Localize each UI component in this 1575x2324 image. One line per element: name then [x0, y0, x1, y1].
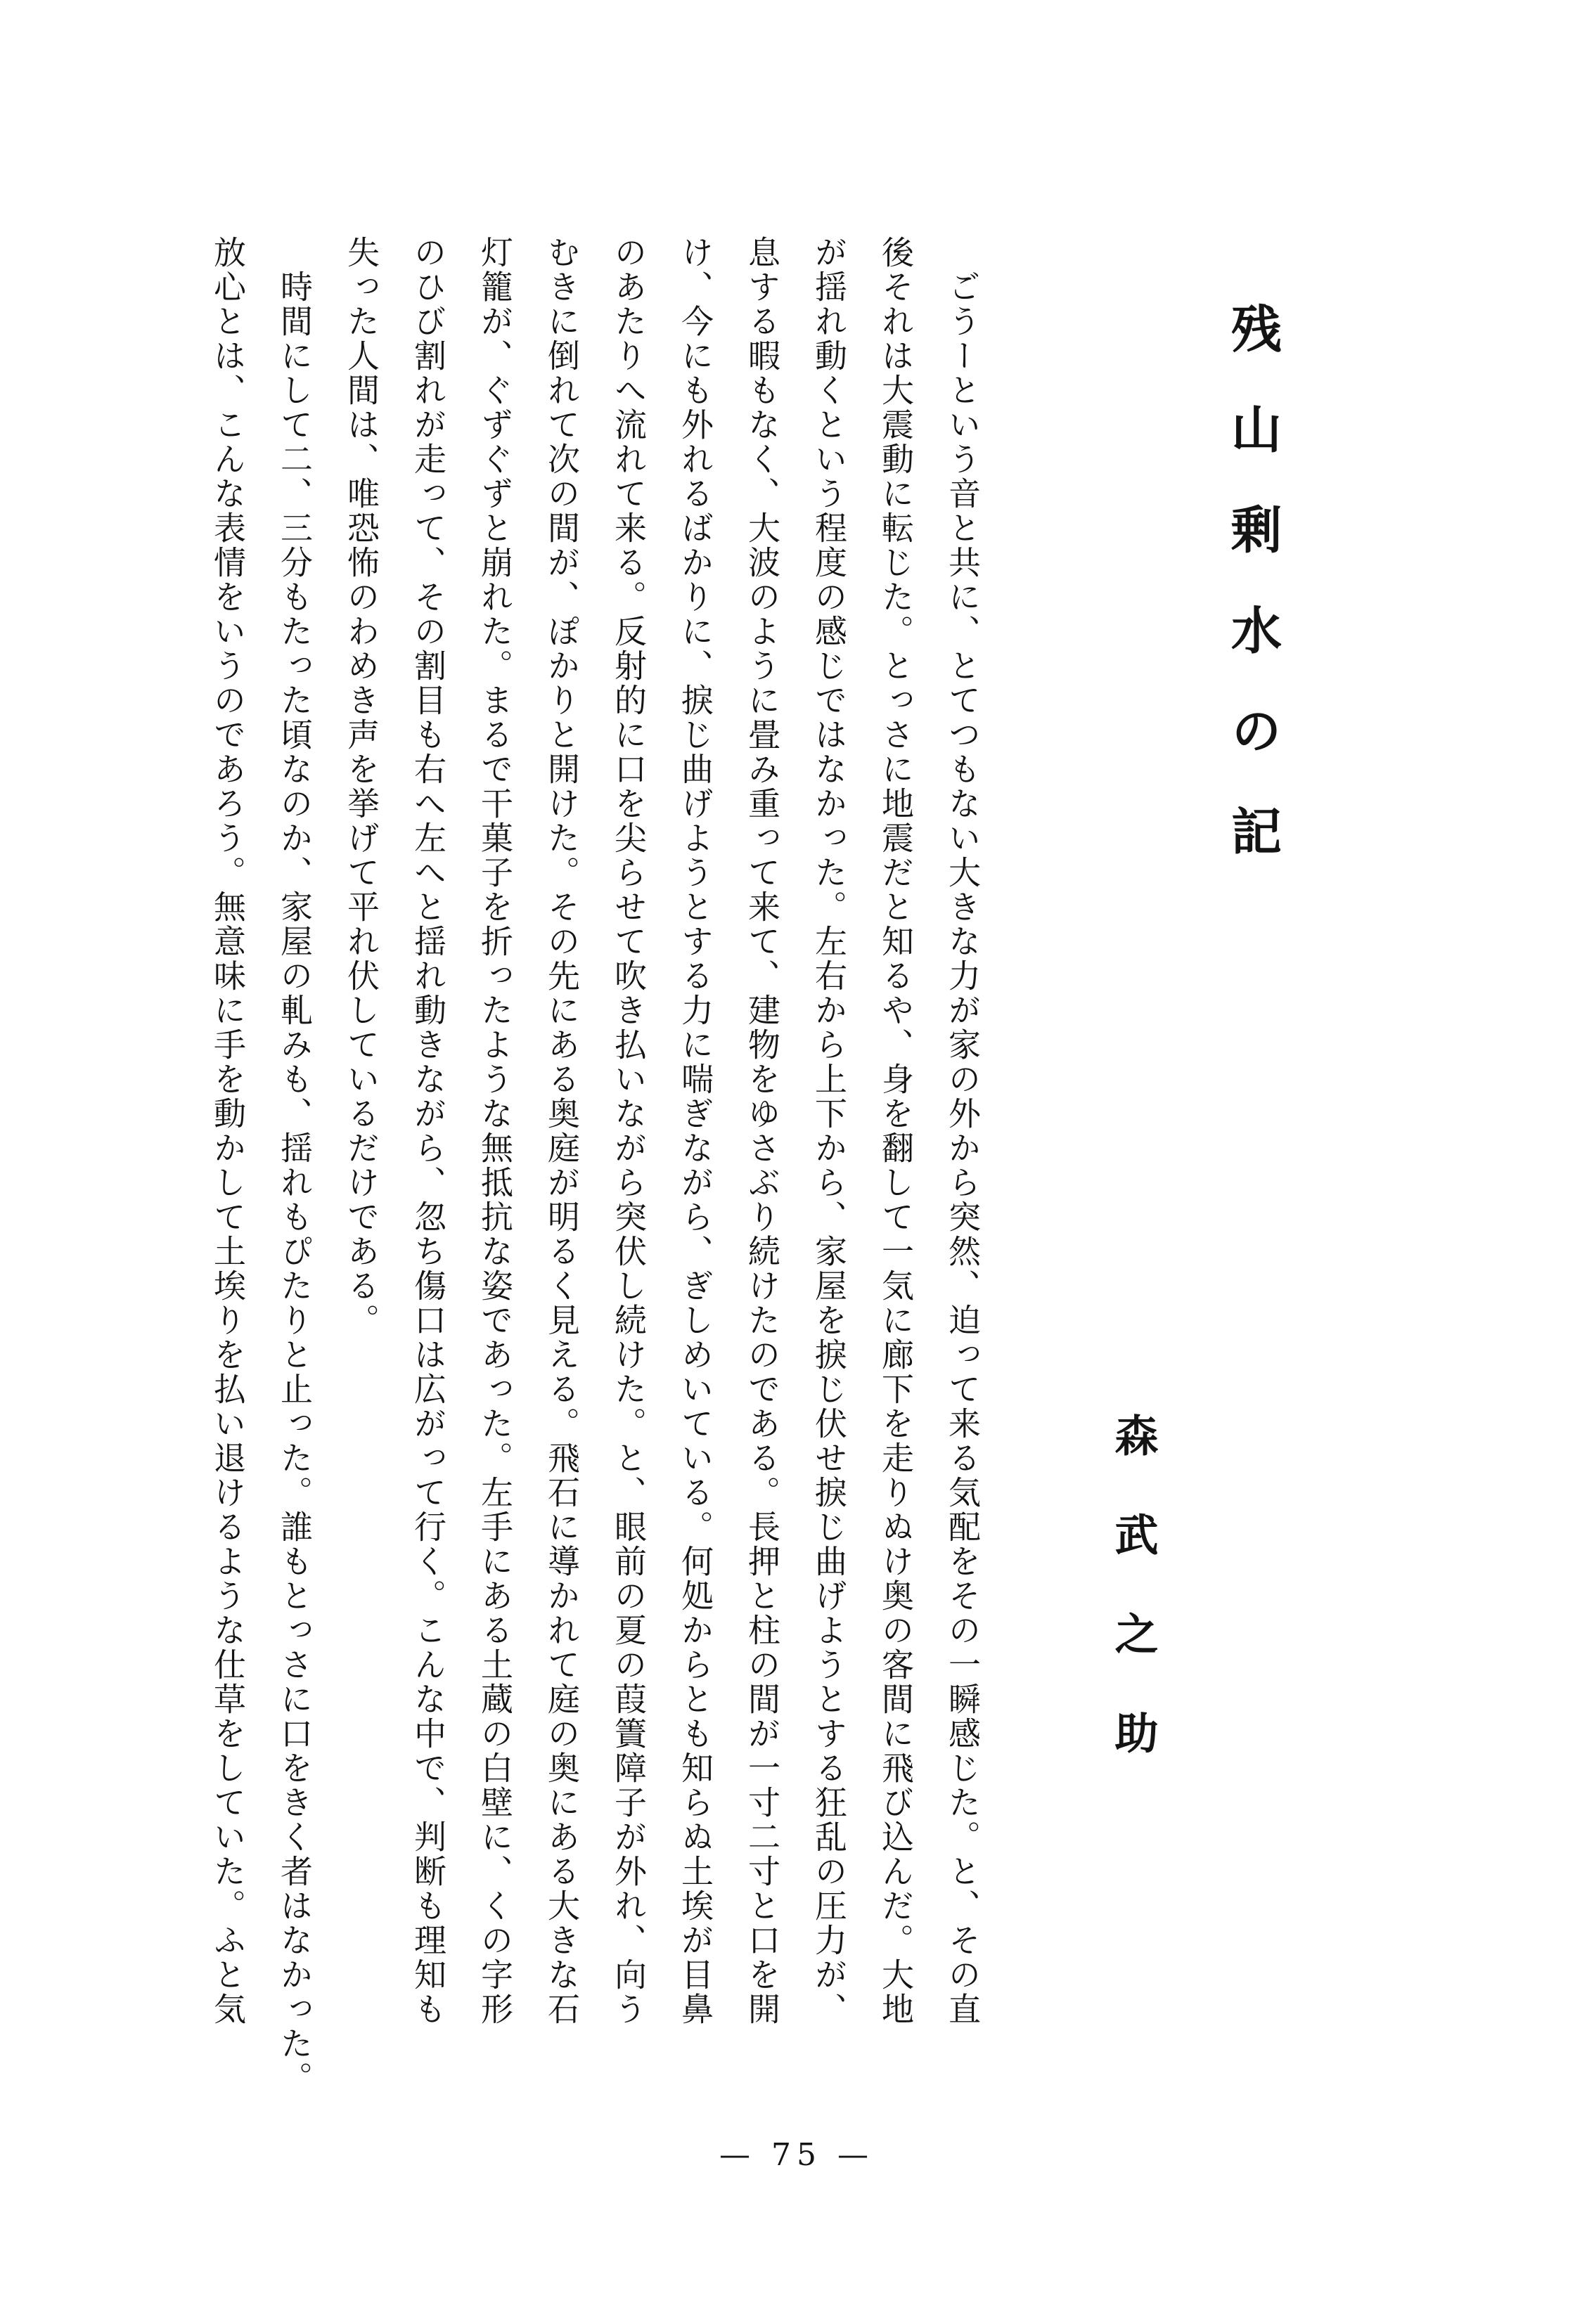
text-column-5: け、今にも外れるばかりに、捩じ曲げようとする力に喘ぎながら、ぎしめいている。何処からとも知らぬ土埃が目鼻 — [676, 235, 714, 2027]
text-column-11: 時間にして二、三分もたった頃なのか、家屋の軋みも、揺れもぴたりと止った。誰もとっさに口をきく者はなかった。 — [276, 270, 314, 2096]
text-column-3: が揺れ動くという程度の感じではなかった。左右から上下から、家屋を捩じ伏せ捩じ曲げようとする狂乱の圧力が、 — [810, 235, 848, 2027]
text-column-8: 灯籠が、ぐずぐずと崩れた。まるで干菓子を折ったような無抵抗な姿であった。左手にある土蔵の白壁に、くの字形 — [476, 235, 514, 2027]
text-column-10: 失った人間は、唯恐怖のわめき声を挙げて平れ伏しているだけである。 — [342, 235, 380, 1338]
article-title: 残山剰水の記 — [1223, 302, 1282, 905]
text-column-2: 後それは大震動に転じた。とっさに地震だと知るや、身を翻して一気に廊下を走りぬけ奥の客間に飛び込んだ。大地 — [877, 235, 915, 2027]
text-column-6: のあたりへ流れて来る。反射的に口を尖らせて吹き払いながら突伏し続けた。と、眼前の夏の葭簀障子が外れ、向う — [610, 235, 648, 2027]
text-column-9: のひび割れが走って、その割目も右へ左へと揺れ動きながら、忽ち傷口は広がって行く。こんな中で、判断も理知も — [409, 235, 447, 2027]
text-column-4: 息する暇もなく、大波のように畳み重って来て、建物をゆさぶり続けたのである。長押と柱の間が一寸二寸と口を開 — [743, 235, 781, 2027]
text-column-12: 放心とは、こんな表情をいうのであろう。無意味に手を動かして土埃りを払い退けるような仕草をしていた。ふと気 — [209, 235, 247, 2027]
text-column-7: むきに倒れて次の間が、ぽかりと開けた。その先にある奥庭が明るく見える。飛石に導かれて庭の奥にある大きな石 — [543, 235, 581, 2027]
body-text — [209, 235, 982, 2096]
author-name: 森武之助 — [1107, 1413, 1159, 1809]
page-number: — 75 — — [719, 2137, 874, 2173]
text-column-1: ごうーという音と共に、とてつもない大きな力が家の外から突然、迫って来る気配をその一瞬感じた。と、その直 — [944, 270, 982, 2027]
